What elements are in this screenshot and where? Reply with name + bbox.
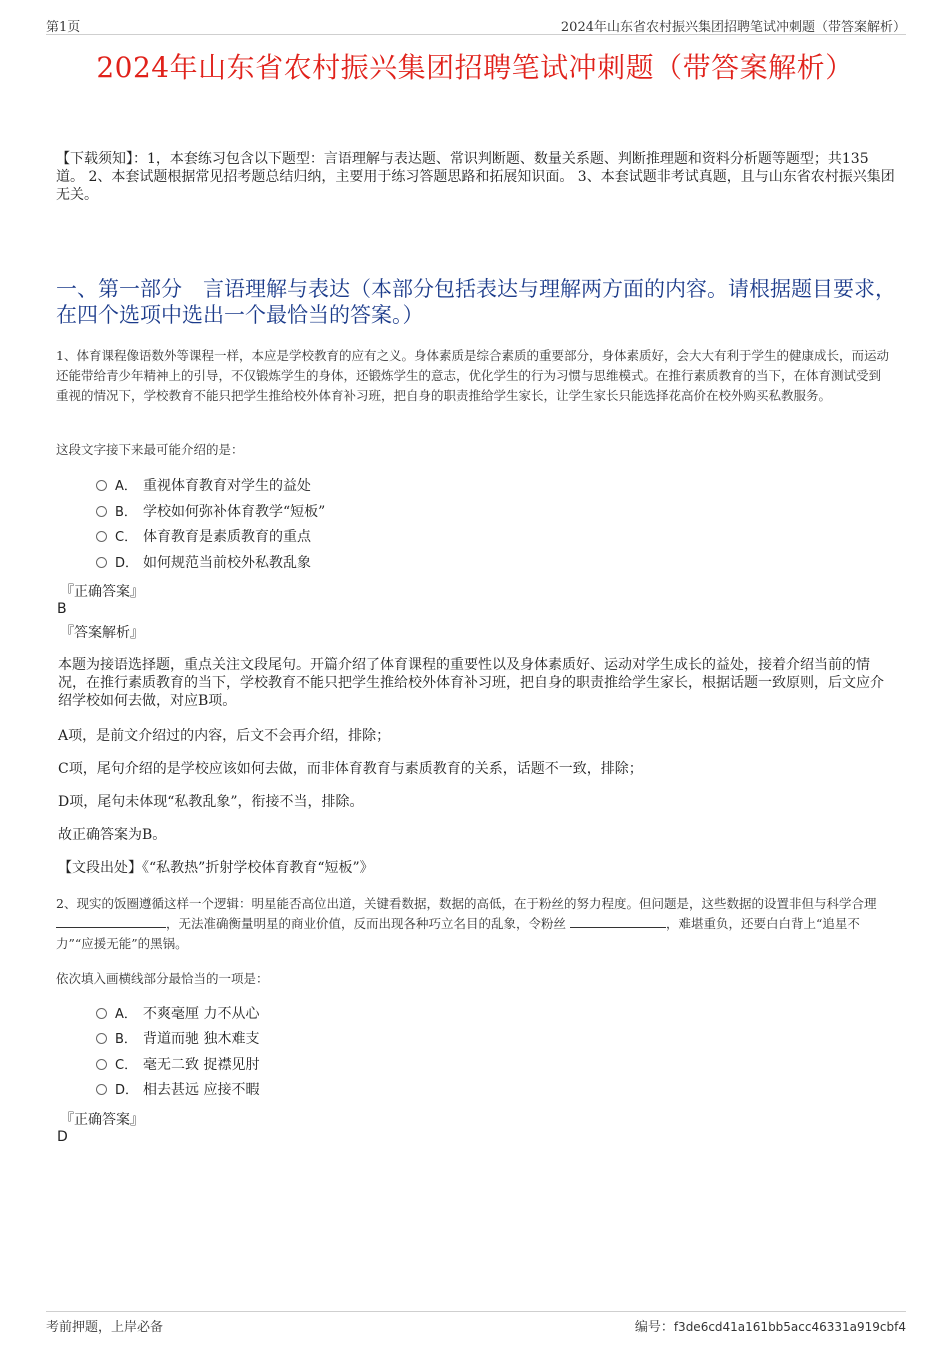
radio-icon[interactable]: [96, 1084, 107, 1095]
footer-slogan: 考前押题，上岸必备: [46, 1320, 164, 1335]
option-text: 毫无二致 捉襟见肘: [143, 1057, 260, 1073]
radio-icon[interactable]: [96, 1008, 107, 1019]
radio-icon[interactable]: [96, 531, 107, 542]
radio-icon[interactable]: [96, 506, 107, 517]
section-title: 一、第一部分 言语理解与表达（本部分包括表达与理解两方面的内容。请根据题目要求，在四个选项中选出一个最恰当的答案。）: [56, 277, 896, 327]
download-notice: 【下载须知】：1，本套练习包含以下题型：言语理解与表达题、常识判断题、数量关系题、判断推理题和资料分析题等题型；共135道。 2、本套试题根据常见招考题总结归纳，主要用于练习答题思路和拓展知识面。 3、本套试题非考试真题，且与山东省农村振兴集团无关。: [56, 151, 895, 203]
q2-option-b[interactable]: B． 背道而驰 独木难支: [96, 1029, 259, 1049]
q1-analysis-paragraph: D项，尾句未体现“私教乱象”，衔接不当，排除。: [58, 794, 364, 810]
page-number: 第1页: [46, 20, 81, 35]
q2-option-a[interactable]: A． 不爽毫厘 力不从心: [96, 1004, 259, 1024]
option-text: 如何规范当前校外私教乱象: [143, 555, 311, 571]
q2-option-d[interactable]: D． 相去甚远 应接不暇: [96, 1080, 259, 1100]
q1-analysis-paragraph: A项，是前文介绍过的内容，后文不会再介绍，排除；: [58, 728, 391, 744]
option-text: 相去甚远 应接不暇: [143, 1082, 260, 1098]
option-text: 学校如何弥补体育教学“短板”: [143, 504, 326, 520]
footer-code: 编号：f3de6cd41a161bb5acc46331a919cbf4: [634, 1320, 906, 1335]
option-text: 重视体育教育对学生的益处: [143, 478, 311, 494]
q1-option-a[interactable]: A． 重视体育教育对学生的益处: [96, 476, 311, 496]
q1-option-d[interactable]: D． 如何规范当前校外私教乱象: [96, 553, 311, 573]
q2-answer: D: [57, 1129, 68, 1145]
fill-blank-2[interactable]: [570, 915, 666, 928]
question-1-prompt: 这段文字接下来最可能介绍的是：: [56, 442, 244, 457]
q1-analysis-label: 『答案解析』: [60, 625, 144, 641]
radio-icon[interactable]: [96, 557, 107, 568]
document-title: 2024年山东省农村振兴集团招聘笔试冲刺题（带答案解析）: [96, 51, 854, 84]
q2-option-c[interactable]: C． 毫无二致 捉襟见肘: [96, 1055, 259, 1075]
q2-answer-label: 『正确答案』: [60, 1112, 144, 1128]
question-2-prompt: 依次填入画横线部分最恰当的一项是：: [56, 971, 269, 986]
q1-option-c[interactable]: C． 体育教育是素质教育的重点: [96, 527, 311, 547]
q1-answer-label: 『正确答案』: [60, 584, 144, 600]
page-footer: [46, 1311, 906, 1338]
option-text: 背道而驰 独木难支: [143, 1031, 260, 1047]
header-doc-title: 2024年山东省农村振兴集团招聘笔试冲刺题（带答案解析）: [560, 20, 906, 35]
q1-analysis-paragraph: 本题为接语选择题，重点关注文段尾句。开篇介绍了体育课程的重要性以及身体素质好、运动对学生成长的益处，接着介绍当前的情况，在推行素质教育的当下，学校教育不能只把学生推给校外体育补习班，把自身的职责推给学生家长，根据话题一致原则，后文应介绍学校如何去做，对应B项。: [58, 657, 884, 709]
option-text: 体育教育是素质教育的重点: [143, 529, 311, 545]
radio-icon[interactable]: [96, 480, 107, 491]
radio-icon[interactable]: [96, 1033, 107, 1044]
q1-source: 【文段出处】《“私教热”折射学校体育教育“短板”》: [58, 860, 374, 876]
radio-icon[interactable]: [96, 1059, 107, 1070]
question-2-text: 2、现实的饭圈遵循这样一个逻辑：明星能否高位出道，关键看数据，数据的高低，在于粉丝的努力程度。但问题是，这些数据的设置非但与科学合理 ，无法准确衡量明星的商业价值，反而出现各种巧立名目的乱象，令粉丝 ，难堪重负，还要白白背上“追星不力”“应援无能”的黑锅。: [56, 896, 877, 951]
q1-analysis-paragraph: C项，尾句介绍的是学校应该如何去做，而非体育教育与素质教育的关系，话题不一致，排除；: [58, 761, 643, 777]
q1-option-b[interactable]: B． 学校如何弥补体育教学“短板”: [96, 502, 325, 522]
page-header: [46, 14, 906, 35]
fill-blank-1[interactable]: [56, 915, 166, 928]
q1-answer: B: [57, 601, 67, 617]
option-text: 不爽毫厘 力不从心: [143, 1006, 260, 1022]
question-1-text: 1、体育课程像语数外等课程一样，本应是学校教育的应有之义。身体素质是综合素质的重要部分，身体素质好，会大大有利于学生的健康成长，而运动还能带给青少年精神上的引导，不仅锻炼学生的身体，还锻炼学生的意志，优化学生的行为习惯与思维模式。在推行素质教育的当下，在体育测试受到重视的情况下，学校教育不能只把学生推给校外体育补习班，把自身的职责推给学生家长，让学生家长只能选择花高价在校外购买私教服务。: [56, 348, 889, 403]
q1-analysis-paragraph: 故正确答案为B。: [58, 827, 167, 843]
